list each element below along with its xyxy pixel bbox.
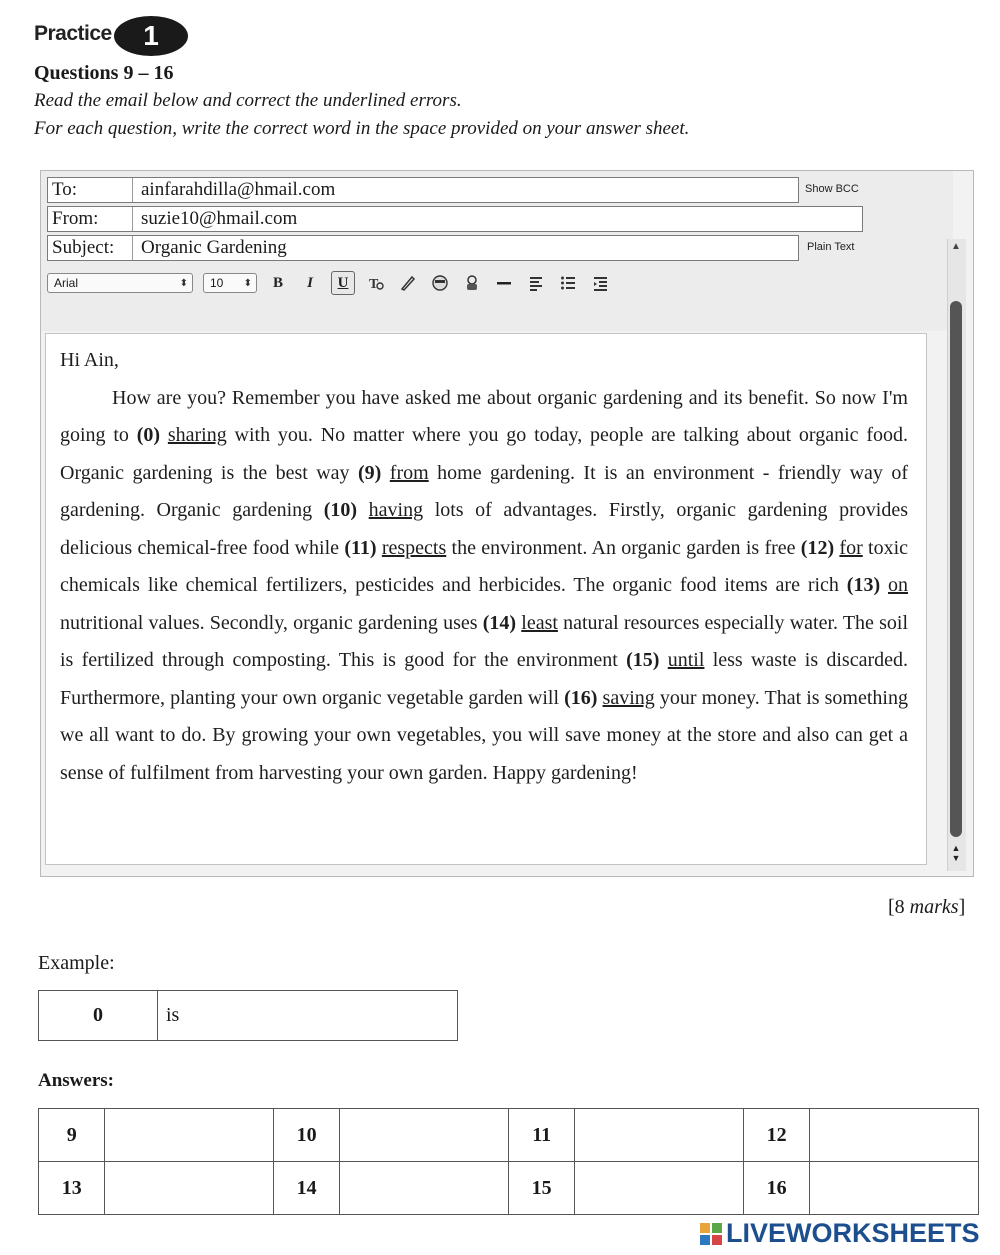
liveworksheets-logo-icon [700,1223,722,1245]
question-number: 11 [508,1109,574,1162]
answer-box-11[interactable] [575,1109,744,1162]
question-number: 9 [39,1109,105,1162]
answer-box-15[interactable] [575,1162,744,1215]
body-text-segment: How are you? Remember you have asked me about organic gardening and its benefit. So now I'm going to [60,386,908,446]
greeting: Hi Ain, [60,349,119,371]
align-icon[interactable] [525,272,547,294]
body-text-segment: less waste is discarded. Furthermore, planting your own organic vegetable garden will [60,649,909,709]
marks-label [888,896,965,919]
logo-square [700,1223,710,1233]
email-window [40,170,974,877]
answer-row [39,1109,979,1162]
question-marker: (16) [564,686,598,709]
liveworksheets-logo-text: LIVEWORKSHEETS [726,1218,980,1248]
answer-row [39,1162,979,1215]
practice-label: Practice [34,22,112,45]
liveworksheets-logo [700,1218,980,1249]
subject-label: Subject: [48,236,133,260]
body-text-segment: the environment. An organic garden is free [446,536,801,559]
body-text-segment [880,574,888,596]
font-select-arrows-icon: ⬍ [179,277,188,289]
example-table [38,990,458,1041]
font-select-value: Arial [54,276,79,290]
underlined-error: for [839,536,863,559]
logo-square [712,1235,722,1245]
answer-box-13[interactable] [105,1162,274,1215]
question-number: 10 [273,1109,339,1162]
to-field[interactable] [47,177,799,203]
question-marker: (12) [800,536,835,559]
answers-label: Answers: [38,1070,114,1091]
answer-box-12[interactable] [810,1109,979,1162]
body-text-segment [160,424,168,446]
body-text-segment: home gardening. It is an environment - friendly way of gardening. Organic gardening [60,461,909,521]
instruction-line-1: Read the email below and correct the underlined errors. [34,90,462,111]
logo-square [700,1235,710,1245]
from-field[interactable] [47,206,863,232]
subject-value: Organic Gardening [141,237,287,258]
show-bcc-link[interactable]: Show BCC [805,183,859,195]
plain-text-link[interactable]: Plain Text [807,241,855,253]
size-select-arrows-icon: ⬍ [243,277,252,289]
underlined-error: having [368,499,424,521]
svg-text:T: T [369,277,379,292]
body-text-segment: your money. That is something we all want to do. By growing your own vegetables, you will save money at the store and also can get a sense of fulfilment from harvesting your own garden. Happy gardening! [60,686,908,784]
example-answer: is [166,1004,180,1026]
body-text-segment [381,462,389,484]
underlined-error: least [521,611,558,634]
question-number: 15 [508,1162,574,1215]
question-number: 12 [743,1109,809,1162]
answers-table [38,1108,979,1215]
marks-close: ] [958,896,966,918]
question-marker: (11) [344,536,377,559]
question-number: 16 [743,1162,809,1215]
to-label: To: [48,178,133,202]
size-select-value: 10 [210,276,224,290]
scroll-arrows-icon[interactable]: ▲ ▼ [951,843,961,863]
instruction-line-2: For each question, write the correct word in the space provided on your answer sheet. [34,118,690,139]
marks-word: marks [909,896,959,918]
body-text-segment: with you. No matter where you go today, people are talking about organic food. Organic gardening is the best way [60,424,908,484]
italic-button[interactable]: I [307,274,313,291]
marks-open: [8 [888,896,910,918]
font-select[interactable] [47,273,193,293]
example-number: 0 [39,991,158,1040]
questions-title: Questions 9 – 16 [34,62,174,84]
emoticon-icon[interactable] [429,272,451,294]
to-value: ainfarahdilla@hmail.com [141,179,336,200]
email-header [41,171,953,331]
horizontal-rule-icon[interactable] [493,272,515,294]
underlined-error: on [888,574,908,596]
body-text-segment: nutritional values. Secondly, organic gardening uses [60,611,483,634]
practice-number-badge: 1 [114,16,188,56]
question-marker: (14) [482,611,517,634]
size-select[interactable] [203,273,257,293]
subject-field[interactable] [47,235,799,261]
text-color-icon[interactable] [365,272,387,294]
question-marker: (0) [136,424,161,446]
from-value: suzie10@hmail.com [141,208,298,229]
underlined-error: respects [381,536,447,559]
question-marker: (15) [626,649,660,671]
body-text-segment [357,499,369,521]
email-body[interactable] [45,333,927,865]
body-text-segment: lots of advantages. Firstly, organic gardening provides delicious chemical-free food while [60,499,908,559]
from-label: From: [48,207,133,231]
format-toolbar [47,271,611,295]
list-icon[interactable] [557,272,579,294]
body-text-segment: natural resources especially water. The soil is fertilized through composting. This is good for the environment [60,611,909,671]
body-text-segment [659,649,667,671]
question-number: 13 [39,1162,105,1215]
email-paragraph [60,380,908,793]
answer-box-14[interactable] [340,1162,509,1215]
example-label: Example: [38,952,115,974]
question-marker: (13) [846,574,881,596]
answer-box-16[interactable] [810,1162,979,1215]
logo-square [712,1223,722,1233]
scrollbar-thumb[interactable] [950,301,962,837]
underlined-error: from [389,461,429,484]
link-icon[interactable] [461,272,483,294]
email-body-text [60,342,908,792]
underline-button[interactable]: U [331,271,355,295]
bold-button[interactable]: B [272,274,283,291]
question-marker: (9) [358,461,382,484]
underlined-error: saving [602,686,655,709]
answer-box-10[interactable] [340,1109,509,1162]
highlight-pen-icon[interactable] [397,272,419,294]
answer-box-9[interactable] [105,1109,274,1162]
question-number: 14 [273,1162,339,1215]
scroll-up-icon[interactable]: ▲ [951,241,961,252]
underlined-error: until [667,649,705,671]
body-text-segment: toxic chemicals like chemical fertilizers, pesticides and herbicides. The organic food items are rich [60,536,909,596]
question-marker: (10) [323,499,358,521]
underlined-error: sharing [167,424,227,446]
indent-icon[interactable] [589,272,611,294]
